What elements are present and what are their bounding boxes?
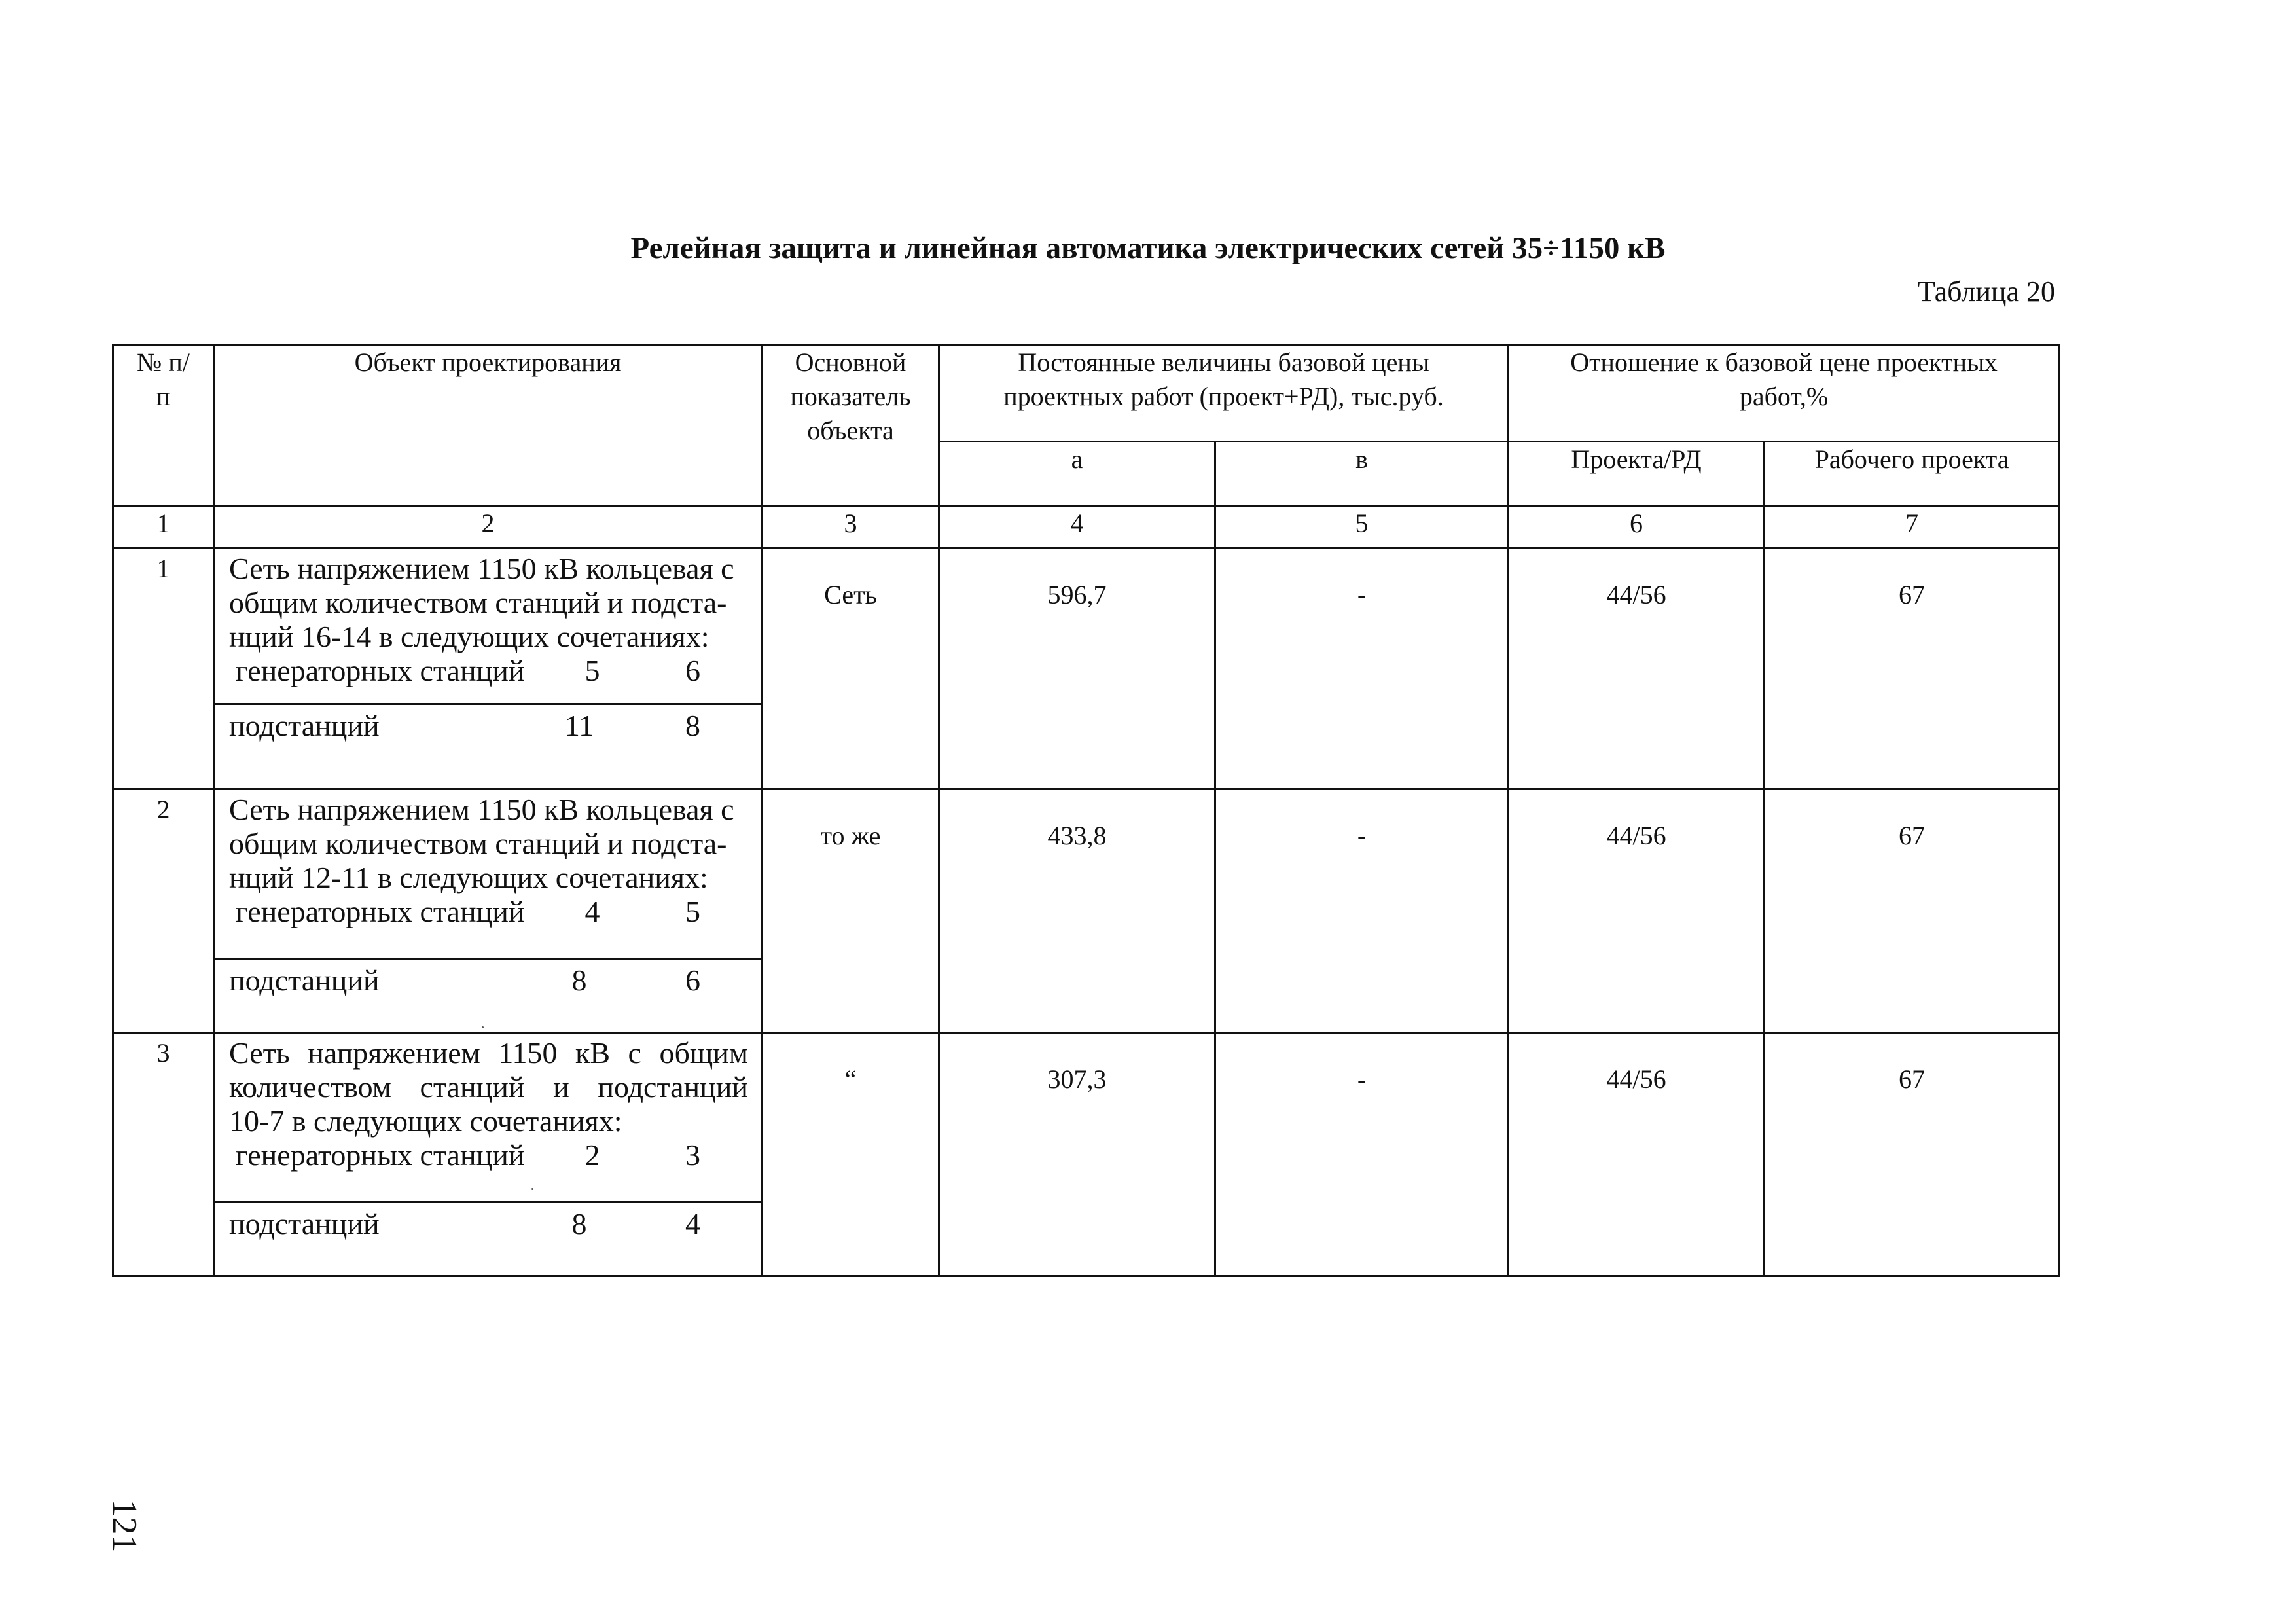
column-number: 2 <box>214 506 762 549</box>
column-number: 5 <box>1215 506 1509 549</box>
object-line: нций 16-14 в следующих сочетаниях: <box>229 620 709 653</box>
object-line: общим количеством станций и подста- <box>229 827 727 860</box>
generator-label: генераторных станций <box>236 654 525 687</box>
row-number: 3 <box>113 1033 214 1276</box>
generator-combination <box>229 895 748 929</box>
substation-combination <box>229 1207 748 1241</box>
substation-value-2: 8 <box>685 709 700 742</box>
object-line: 10-7 в следующих сочетаниях: <box>229 1104 622 1138</box>
column-number: 1 <box>113 506 214 549</box>
ratio-working-value: 67 <box>1765 549 2060 789</box>
header-ratio: Отношение к базовой цене проектных работ,% <box>1509 345 2060 442</box>
base-b-value: - <box>1215 789 1509 1033</box>
indicator-value: Сеть <box>762 549 939 789</box>
substation-label: подстанций <box>229 1207 380 1240</box>
header-indicator: Основной показатель объекта <box>762 345 939 506</box>
header-base-b: в <box>1215 442 1509 506</box>
header-ratio-working: Рабочего проекта <box>1765 442 2060 506</box>
document-title: Релейная защита и линейная автоматика электрических сетей 35÷1150 кВ <box>630 231 1666 265</box>
header-base-price: Постоянные величины базовой цены проектных работ (проект+РД), тыс.руб. <box>939 345 1509 442</box>
price-table <box>112 344 2060 1277</box>
generator-value-1: 2 <box>584 1138 600 1172</box>
substation-label: подстанций <box>229 709 380 742</box>
generator-label: генераторных станций <box>236 1138 525 1172</box>
table-row <box>113 789 2060 1033</box>
table-label: Таблица 20 <box>1917 276 2055 308</box>
generator-value-1: 5 <box>584 654 600 687</box>
base-a-value: 307,3 <box>939 1033 1215 1276</box>
indicator-value: то же <box>762 789 939 1033</box>
substation-value-1: 11 <box>564 709 594 742</box>
column-number: 7 <box>1765 506 2060 549</box>
substation-label: подстанций <box>229 964 380 997</box>
object-line: Сеть напряжением 1150 кВ кольцевая с <box>229 793 734 826</box>
object-cell <box>214 549 762 789</box>
generator-label: генераторных станций <box>236 895 525 928</box>
scan-speck <box>531 1188 533 1190</box>
substation-value-2: 6 <box>685 964 700 997</box>
object-line: количеством станций и подстанций <box>229 1070 748 1104</box>
substation-value-1: 8 <box>571 1207 587 1240</box>
base-b-value: - <box>1215 1033 1509 1276</box>
generator-combination <box>229 1138 748 1172</box>
substation-combination <box>229 964 748 998</box>
object-line: Сеть напряжением 1150 кВ кольцевая с <box>229 552 734 585</box>
ratio-working-value: 67 <box>1765 1033 2060 1276</box>
table-row <box>113 1033 2060 1276</box>
substation-value-2: 4 <box>685 1207 700 1240</box>
generator-combination <box>229 654 748 688</box>
header-object: Объект проектирования <box>214 345 762 506</box>
base-a-value: 596,7 <box>939 549 1215 789</box>
ratio-project-value: 44/56 <box>1509 1033 1765 1276</box>
column-number: 3 <box>762 506 939 549</box>
indicator-value: “ <box>762 1033 939 1276</box>
row-number: 2 <box>113 789 214 1033</box>
table-row <box>113 549 2060 789</box>
ratio-working-value: 67 <box>1765 789 2060 1033</box>
object-cell <box>214 789 762 1033</box>
object-line: общим количеством станций и подста- <box>229 586 727 619</box>
column-number: 6 <box>1509 506 1765 549</box>
header-base-a: а <box>939 442 1215 506</box>
base-a-value: 433,8 <box>939 789 1215 1033</box>
object-cell <box>214 1033 762 1276</box>
base-b-value: - <box>1215 549 1509 789</box>
page-number: 121 <box>105 1499 145 1553</box>
object-line: нций 12-11 в следующих сочетаниях: <box>229 861 708 894</box>
substation-combination <box>229 709 748 743</box>
header-number: № п/п <box>113 345 214 506</box>
substation-value-1: 8 <box>571 964 587 997</box>
header-ratio-project: Проекта/РД <box>1509 442 1765 506</box>
generator-value-2: 3 <box>685 1138 700 1172</box>
ratio-project-value: 44/56 <box>1509 789 1765 1033</box>
generator-value-2: 5 <box>685 895 700 928</box>
generator-value-1: 4 <box>584 895 600 928</box>
row-number: 1 <box>113 549 214 789</box>
column-number: 4 <box>939 506 1215 549</box>
generator-value-2: 6 <box>685 654 700 687</box>
ratio-project-value: 44/56 <box>1509 549 1765 789</box>
scan-speck <box>482 1026 484 1028</box>
object-line: Сеть напряжением 1150 кВ с общим <box>229 1036 748 1070</box>
